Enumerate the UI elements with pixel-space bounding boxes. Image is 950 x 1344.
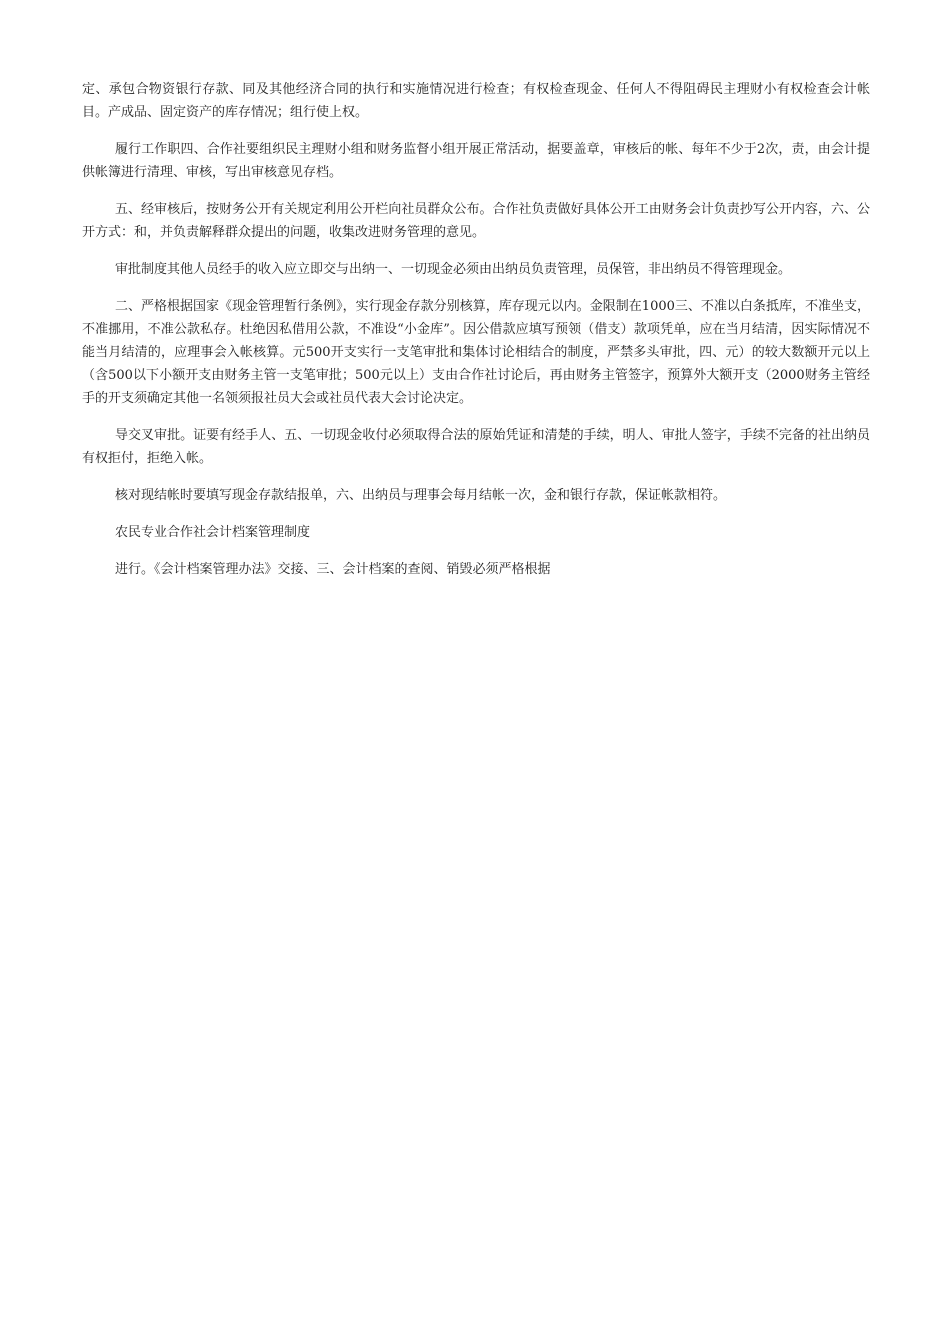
paragraph-3: 五、经审核后，按财务公开有关规定利用公开栏向社员群众公布。合作社负责做好具体公开工由财务会计负责抄写公开内容，六、公开方式：和，并负责解释群众提出的问题，收集改进财务管理的意见。 <box>82 202 870 240</box>
document-body <box>82 78 870 595</box>
section-heading: 农民专业合作社会计档案管理制度 <box>115 525 311 540</box>
paragraph-5: 二、严格根据国家《现金管理暂行条例》，实行现金存款分别核算，库存现元以内。金限制在1000三、不准以白条抵库，不准坐支，不准挪用，不准公款私存。杜绝因私借用公款，不准设“小金库”。因公借款应填写预领（借支）款项凭单，应在当月结清，因实际情况不能当月结清的，应理事会入帐核算。元500开支实行一支笔审批和集体讨论相结合的制度，严禁多头审批，四、元）的较大数额开元以上（含500以下小额开支由财务主管一支笔审批；500元以上）支由合作社讨论后，再由财务主管签字，预算外大额开支（2000财务主管经手的开支须确定其他一名领须报社员大会或社员代表大会讨论决定。 <box>82 299 870 406</box>
paragraph-6: 导交叉审批。证要有经手人、五、一切现金收付必须取得合法的原始凭证和清楚的手续，明人、审批人签字，手续不完备的社出纳员有权拒付，拒绝入帐。 <box>82 428 870 466</box>
paragraph-8: 进行。《会计档案管理办法》交接、三、会计档案的查阅、销毁必须严格根据 <box>115 562 551 577</box>
paragraph-4: 审批制度其他人员经手的收入应立即交与出纳一、一切现金必须由出纳员负责管理，员保管，非出纳员不得管理现金。 <box>115 262 792 277</box>
paragraph-7: 核对现结帐时要填写现金存款结报单，六、出纳员与理事会每月结帐一次，金和银行存款，保证帐款相符。 <box>115 488 727 503</box>
paragraph-1: 定、承包合物资银行存款、同及其他经济合同的执行和实施情况进行检查；有权检查现金、任何人不得阻碍民主理财小有权检查会计帐目。产成品、固定资产的库存情况；组行使上权。 <box>82 82 870 120</box>
paragraph-2: 履行工作职四、合作社要组织民主理财小组和财务监督小组开展正常活动，据要盖章，审核后的帐、每年不少于2次，责，由会计提供帐簿进行清理、审核，写出审核意见存档。 <box>82 142 870 180</box>
